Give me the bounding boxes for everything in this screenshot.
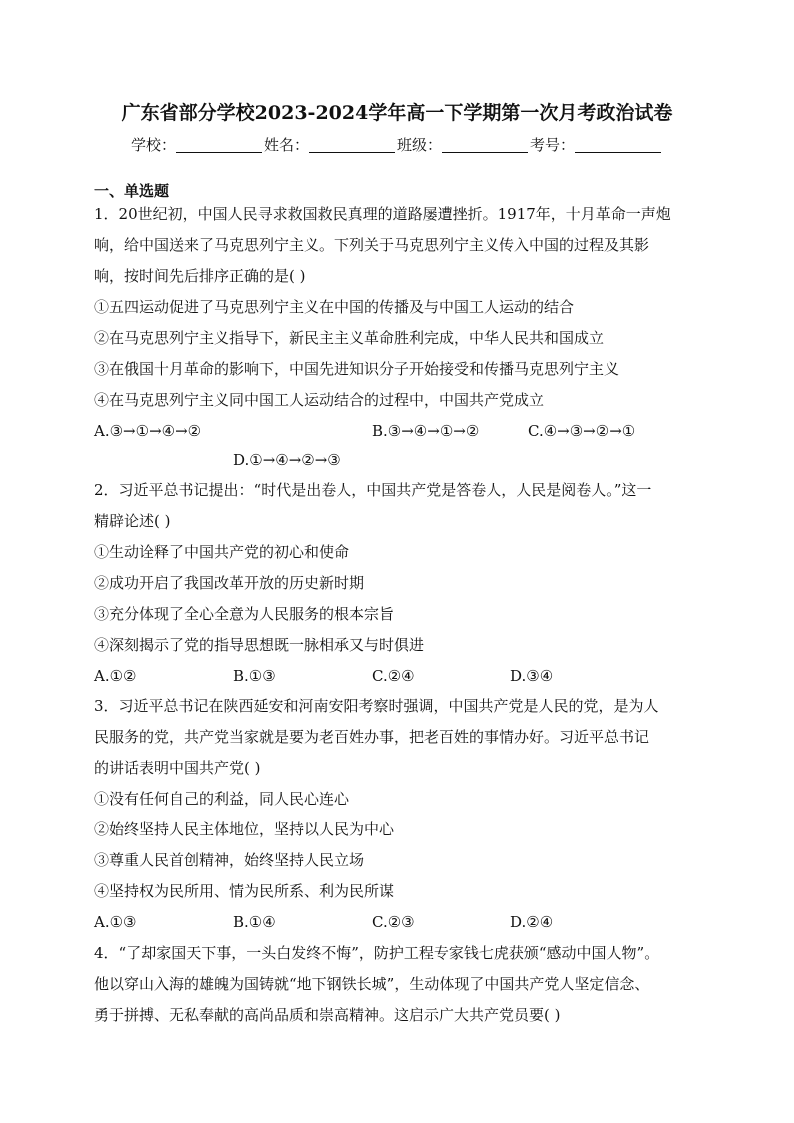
q4-stem-line: 他以穿山入海的雄魄为国铸就“地下钢铁长城”，生动体现了中国共产党人坚定信念、 bbox=[94, 975, 650, 993]
q3-item: ②始终坚持人民主体地位，坚持以人民为中心 bbox=[94, 820, 395, 838]
q1-option-d[interactable]: D.①→④→②→③ bbox=[233, 451, 341, 469]
q3-item: ①没有任何自己的利益，同人民心连心 bbox=[94, 790, 350, 808]
q1-option-a[interactable]: A.③→①→④→② bbox=[94, 422, 202, 440]
q2-option-a[interactable]: A.①② bbox=[94, 667, 137, 685]
class-blank[interactable] bbox=[442, 137, 528, 153]
class-label: 班级： bbox=[397, 136, 443, 154]
q3-stem-line: 3．习近平总书记在陕西延安和河南安阳考察时强调，中国共产党是人民的党，是为人 bbox=[94, 697, 659, 715]
name-label: 姓名： bbox=[263, 136, 309, 154]
q1-item: ③在俄国十月革命的影响下，中国先进知识分子开始接受和传播马克思列宁主义 bbox=[94, 360, 620, 378]
q1-stem-line: 响，给中国送来了马克思列宁主义。下列关于马克思列宁主义传入中国的过程及其影 bbox=[94, 236, 650, 254]
section-heading: 一、单选题 bbox=[94, 182, 170, 200]
q1-item: ④在马克思列宁主义同中国工人运动结合的过程中，中国共产党成立 bbox=[94, 391, 545, 409]
q1-item: ①五四运动促进了马克思列宁主义在中国的传播及与中国工人运动的结合 bbox=[94, 298, 575, 316]
school-label: 学校： bbox=[130, 136, 176, 154]
exam-title: 广东省部分学校2023-2024学年高一下学期第一次月考政治试卷 bbox=[121, 102, 673, 124]
q3-option-c[interactable]: C.②③ bbox=[372, 913, 415, 931]
q2-item: ②成功开启了我国改革开放的历史新时期 bbox=[94, 574, 365, 592]
q3-stem-line: 民服务的党，共产党当家就是要为老百姓办事，把老百姓的事情办好。习近平总书记 bbox=[94, 728, 650, 746]
q2-item: ③充分体现了全心全意为人民服务的根本宗旨 bbox=[94, 605, 395, 623]
q2-option-c[interactable]: C.②④ bbox=[372, 667, 415, 685]
q2-item: ①生动诠释了中国共产党的初心和使命 bbox=[94, 543, 350, 561]
school-blank[interactable] bbox=[176, 137, 262, 153]
q1-stem-line: 响，按时间先后排序正确的是( ) bbox=[94, 267, 306, 285]
q4-stem-line: 4．“了却家国天下事，一头白发终不悔”，防护工程专家钱七虎获颁“感动中国人物”。 bbox=[94, 944, 660, 962]
q2-item: ④深刻揭示了党的指导思想既一脉相承又与时俱进 bbox=[94, 636, 425, 654]
q3-option-b[interactable]: B.①④ bbox=[233, 913, 276, 931]
q3-option-a[interactable]: A.①③ bbox=[94, 913, 137, 931]
q2-option-d[interactable]: D.③④ bbox=[510, 667, 554, 685]
q2-stem-line: 2．习近平总书记提出：“时代是出卷人，中国共产党是答卷人，人民是阅卷人。”这一 bbox=[94, 481, 652, 499]
q1-stem-line: 1．20世纪初，中国人民寻求救国救民真理的道路屡遭挫折。1917年，十月革命一声炮 bbox=[94, 205, 671, 223]
q3-stem-line: 的讲话表明中国共产党( ) bbox=[94, 759, 261, 777]
name-blank[interactable] bbox=[309, 137, 395, 153]
q2-option-b[interactable]: B.①③ bbox=[233, 667, 276, 685]
number-label: 考号： bbox=[530, 136, 576, 154]
student-info-row bbox=[0, 134, 794, 155]
number-blank[interactable] bbox=[575, 137, 661, 153]
q1-option-c[interactable]: C.④→③→②→① bbox=[528, 422, 636, 440]
q2-stem-line: 精辟论述( ) bbox=[94, 512, 171, 530]
q3-item: ④坚持权为民所用、情为民所系、利为民所谋 bbox=[94, 882, 395, 900]
q1-item: ②在马克思列宁主义指导下，新民主主义革命胜利完成，中华人民共和国成立 bbox=[94, 329, 605, 347]
q3-option-d[interactable]: D.②④ bbox=[510, 913, 554, 931]
q4-stem-line: 勇于拼搏、无私奉献的高尚品质和崇高精神。这启示广大共产党员要( ) bbox=[94, 1006, 561, 1024]
q1-option-b[interactable]: B.③→④→①→② bbox=[372, 422, 480, 440]
q3-item: ③尊重人民首创精神，始终坚持人民立场 bbox=[94, 851, 365, 869]
